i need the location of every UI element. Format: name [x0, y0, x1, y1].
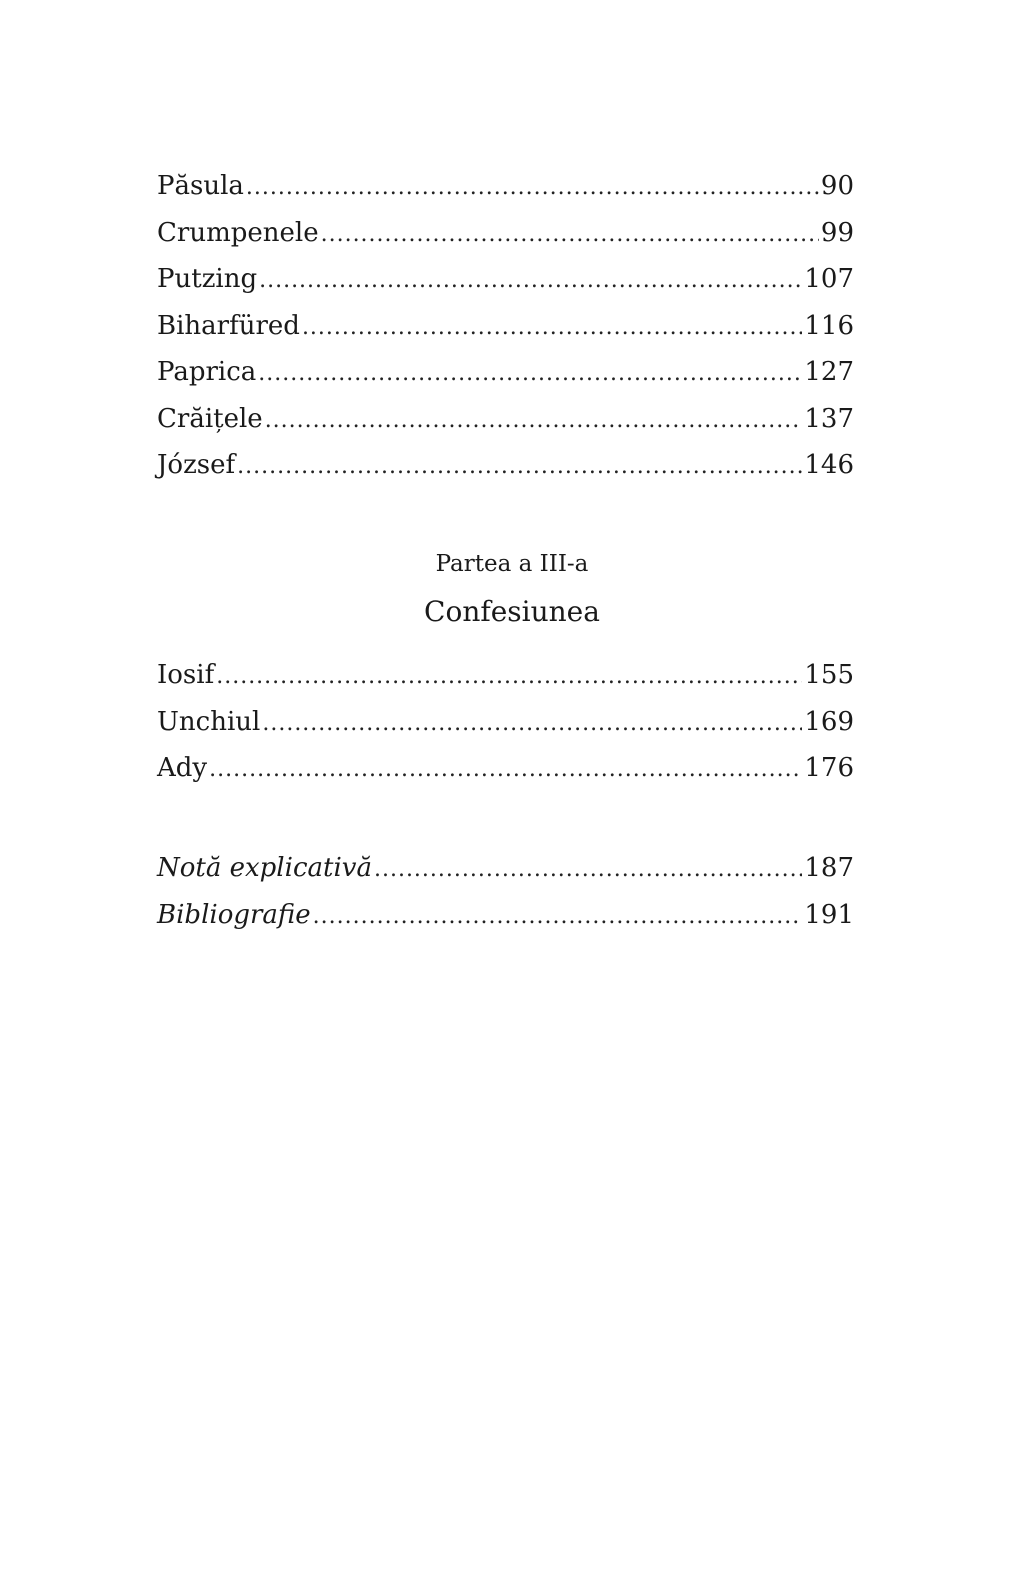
toc-section-one — [157, 163, 854, 489]
dot-leader — [313, 894, 803, 941]
toc-entry[interactable] — [157, 396, 854, 443]
part-heading: Partea a III-a — [435, 551, 589, 577]
toc-entry-page: 127 — [804, 357, 854, 387]
toc-entry[interactable] — [157, 699, 854, 746]
toc-entry[interactable] — [157, 349, 854, 396]
toc-entry-title: Iosif — [157, 660, 215, 690]
toc-entry-page: 176 — [804, 753, 854, 783]
toc-entry-title: Biharfüred — [157, 310, 300, 341]
toc-entry-title: Ady — [157, 753, 208, 783]
dot-leader — [302, 305, 802, 352]
toc-entry-page: 169 — [804, 706, 854, 737]
toc-entry-page: 116 — [804, 310, 854, 341]
dot-leader — [209, 747, 802, 794]
toc-entry-title: József — [157, 450, 236, 480]
toc-section-part-three — [157, 652, 854, 792]
toc-entry-page: 137 — [804, 403, 854, 434]
toc-entry-page: 155 — [804, 660, 854, 690]
toc-entry[interactable] — [157, 845, 854, 892]
dot-leader — [237, 444, 802, 491]
toc-entry[interactable] — [157, 256, 854, 303]
dot-leader — [246, 165, 819, 212]
toc-entry[interactable] — [157, 892, 854, 939]
toc-entry-page: 146 — [804, 450, 854, 480]
dot-leader — [321, 212, 819, 259]
toc-entry[interactable] — [157, 652, 854, 699]
toc-entry-title: Crumpenele — [157, 217, 319, 248]
dot-leader — [265, 398, 803, 445]
toc-entry[interactable] — [157, 210, 854, 257]
toc-entry[interactable] — [157, 163, 854, 210]
toc-back-matter — [157, 845, 854, 938]
part-title: Confesiunea — [424, 595, 600, 628]
toc-entry-title: Notă explicativă — [157, 853, 372, 883]
toc-entry-page: 107 — [804, 264, 854, 294]
dot-leader — [258, 351, 802, 398]
toc-entry[interactable] — [157, 745, 854, 792]
toc-entry-page: 191 — [804, 899, 854, 930]
toc-entry-page: 187 — [804, 853, 854, 883]
toc-entry[interactable] — [157, 442, 854, 489]
toc-entry-page: 99 — [820, 217, 854, 248]
dot-leader — [262, 701, 802, 748]
dot-leader — [216, 654, 802, 701]
toc-entry-title: Paprica — [157, 357, 257, 387]
toc-entry-title: Putzing — [157, 264, 258, 294]
toc-entry-title: Bibliografie — [157, 899, 311, 930]
toc-entry-title: Unchiul — [157, 706, 261, 737]
toc-entry[interactable] — [157, 303, 854, 350]
dot-leader — [259, 258, 802, 305]
toc-entry-title: Păsula — [157, 171, 244, 201]
toc-entry-page: 90 — [820, 171, 854, 201]
dot-leader — [374, 847, 802, 894]
toc-entry-title: Crăițele — [157, 403, 263, 434]
